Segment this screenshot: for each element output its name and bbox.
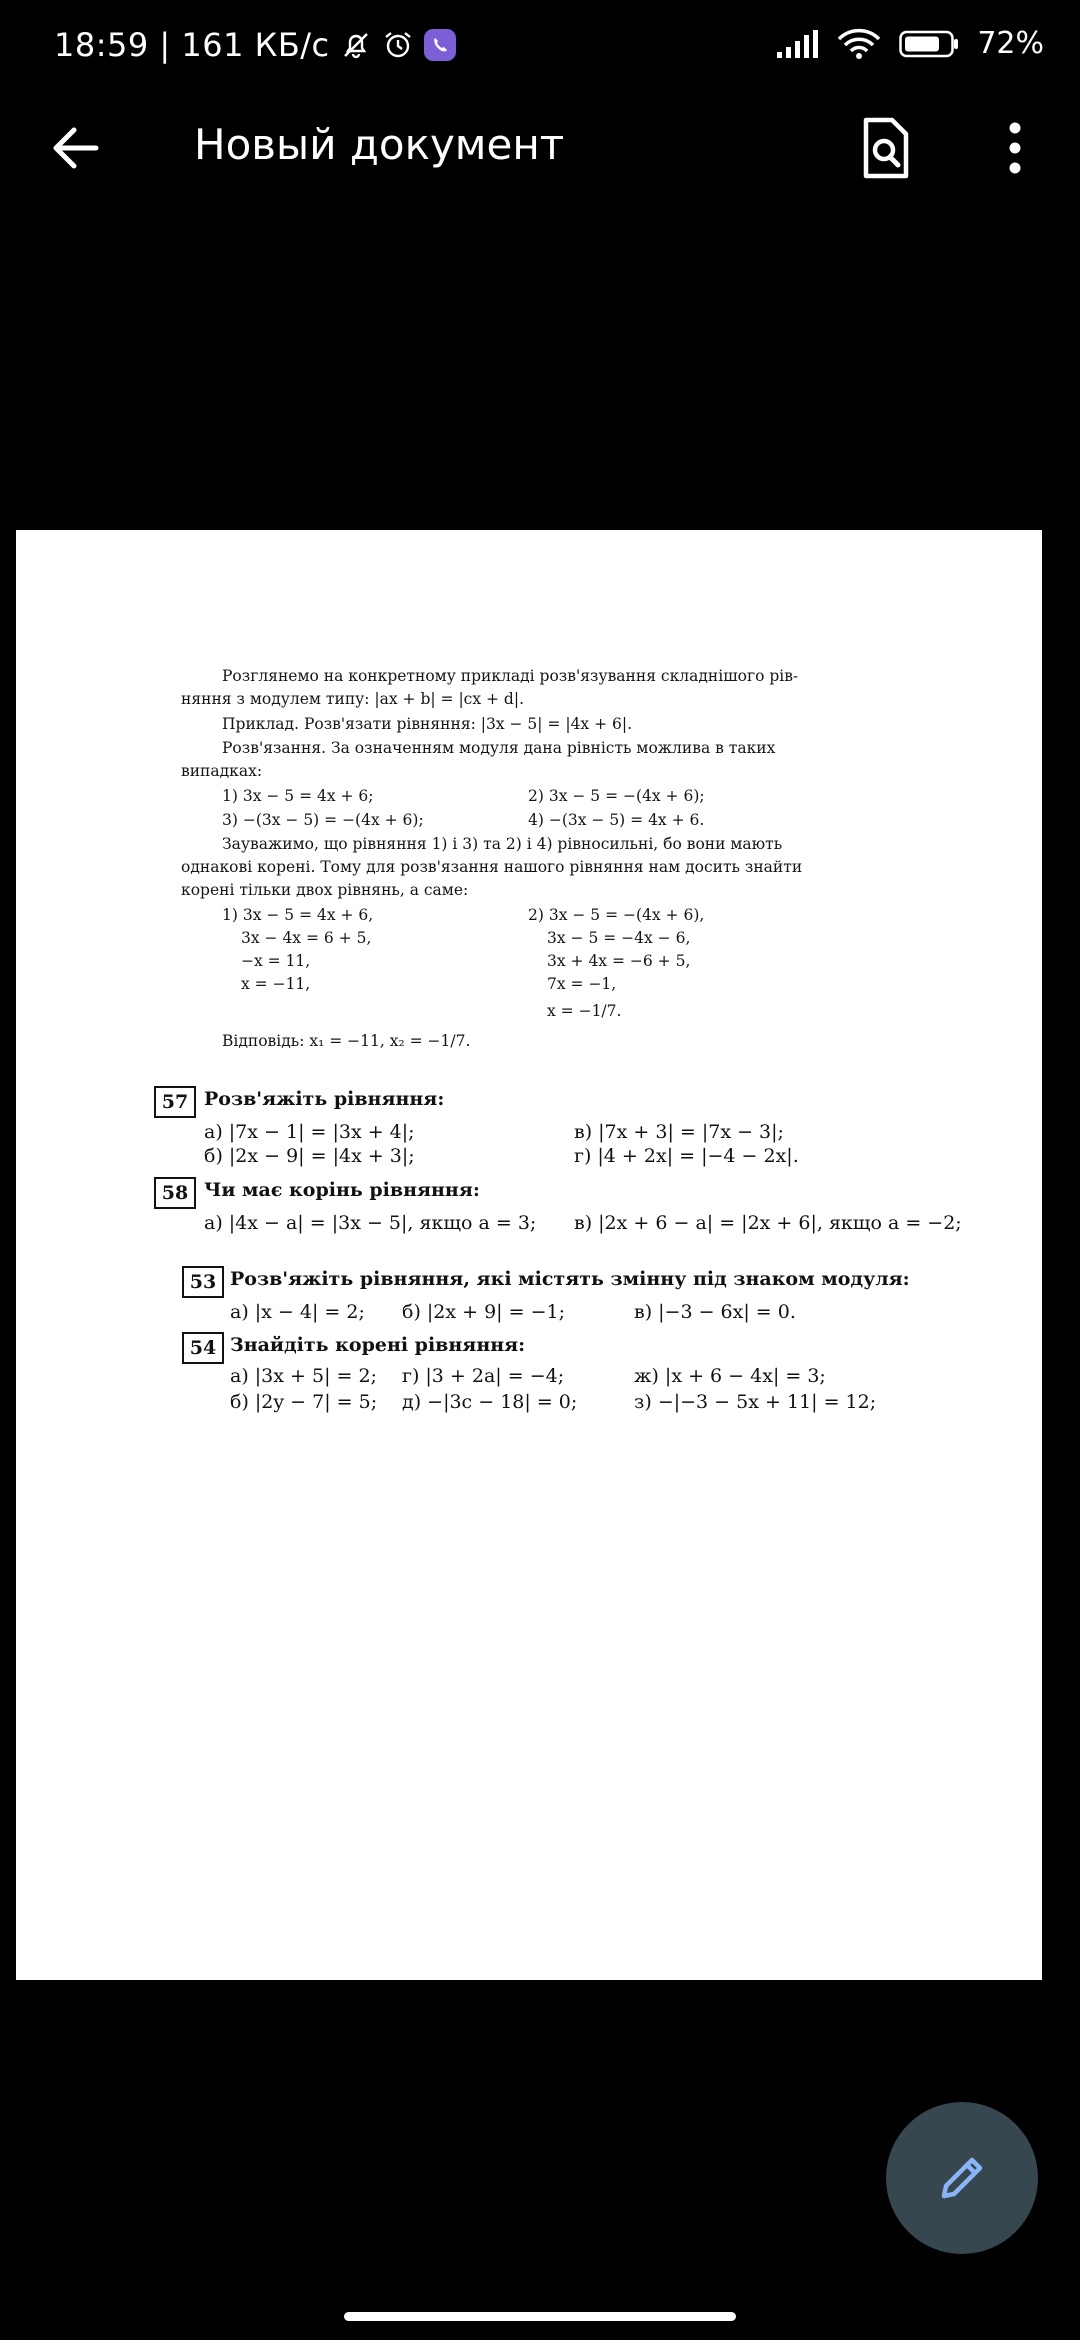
document-search-icon[interactable] xyxy=(856,116,916,180)
exercise-53-v: в) |−3 − 6x| = 0. xyxy=(634,1301,796,1323)
exercise-54-z: з) −|−3 − 5x + 11| = 12; xyxy=(634,1391,877,1413)
exercise-57-g: г) |4 + 2x| = |−4 − 2x|. xyxy=(574,1145,799,1167)
answer-line: Відповідь: x₁ = −11, x₂ = −1/7. xyxy=(222,1032,471,1050)
viber-icon xyxy=(424,29,456,61)
exercise-53-title: Розв'яжіть рівняння, які містять змінну під знаком модуля: xyxy=(230,1268,910,1290)
alarm-icon xyxy=(382,29,414,61)
signal-icon xyxy=(777,30,819,58)
exercise-57-v: в) |7x + 3| = |7x − 3|; xyxy=(574,1121,784,1143)
exercise-54-d: д) −|3c − 18| = 0; xyxy=(402,1391,578,1413)
exercise-number-54: 54 xyxy=(182,1332,224,1364)
home-indicator[interactable] xyxy=(344,2312,736,2321)
exercise-number-58: 58 xyxy=(154,1177,196,1209)
battery-icon xyxy=(899,30,959,58)
page-title: Новый документ xyxy=(194,120,565,169)
note-line-1: Зауважимо, що рівняння 1) і 3) та 2) і 4) рівносильні, бо вони мають xyxy=(222,835,783,853)
solution-line-1: Розв'язання. За означенням модуля дана рівність можлива в таких xyxy=(222,739,776,757)
right-step-4: 7x = −1, xyxy=(547,975,617,993)
right-step-5: x = −1/7. xyxy=(547,1002,622,1020)
edit-fab-button[interactable] xyxy=(886,2102,1038,2254)
document-page xyxy=(16,530,1042,1980)
right-step-3: 3x + 4x = −6 + 5, xyxy=(547,952,691,970)
wifi-icon xyxy=(837,28,881,60)
exercise-53-a: а) |x − 4| = 2; xyxy=(230,1301,365,1323)
exercise-54-b: б) |2y − 7| = 5; xyxy=(230,1391,378,1413)
intro-line-2: няння з модулем типу: |ax + b| = |cx + d|. xyxy=(181,690,525,708)
app-bar xyxy=(0,96,1080,196)
exercise-54-zh: ж) |x + 6 − 4x| = 3; xyxy=(634,1365,826,1387)
exercise-57-a: а) |7x − 1| = |3x + 4|; xyxy=(204,1121,415,1143)
more-vert-icon[interactable] xyxy=(990,116,1040,180)
case-2: 2) 3x − 5 = −(4x + 6); xyxy=(528,787,705,805)
status-left xyxy=(54,26,456,64)
example-line: Приклад. Розв'язати рівняння: |3x − 5| = |4x + 6|. xyxy=(222,715,633,733)
left-step-2: 3x − 4x = 6 + 5, xyxy=(241,929,372,947)
case-1: 1) 3x − 5 = 4x + 6; xyxy=(222,787,374,805)
exercise-58-title: Чи має корінь рівняння: xyxy=(204,1179,480,1201)
exercise-number-53: 53 xyxy=(182,1266,224,1298)
exercise-57-title: Розв'яжіть рівняння: xyxy=(204,1088,445,1110)
note-line-2: однакові корені. Тому для розв'язання нашого рівняння нам досить знайти xyxy=(181,858,803,876)
note-line-3: корені тільки двох рівнянь, а саме: xyxy=(181,881,469,899)
exercise-53-b: б) |2x + 9| = −1; xyxy=(402,1301,565,1323)
intro-line-1: Розглянемо на конкретному прикладі розв'язування складнішого рів- xyxy=(222,667,799,685)
case-4: 4) −(3x − 5) = 4x + 6. xyxy=(528,811,705,829)
exercise-number-57: 57 xyxy=(154,1086,196,1118)
battery-percent: 72% xyxy=(977,26,1044,61)
right-step-1: 2) 3x − 5 = −(4x + 6), xyxy=(528,906,705,924)
pencil-icon xyxy=(932,2148,992,2208)
right-step-2: 3x − 5 = −4x − 6, xyxy=(547,929,691,947)
left-step-1: 1) 3x − 5 = 4x + 6, xyxy=(222,906,374,924)
exercise-54-g: г) |3 + 2a| = −4; xyxy=(402,1365,565,1387)
exercise-57-b: б) |2x − 9| = |4x + 3|; xyxy=(204,1145,415,1167)
muted-bell-icon xyxy=(340,29,372,61)
back-arrow-icon[interactable] xyxy=(46,118,106,178)
solution-line-2: випадках: xyxy=(181,762,263,780)
status-bar xyxy=(0,0,1080,96)
exercise-58-v: в) |2x + 6 − a| = |2x + 6|, якщо a = −2; xyxy=(574,1212,962,1234)
exercise-58-a: а) |4x − a| = |3x − 5|, якщо a = 3; xyxy=(204,1212,537,1234)
case-3: 3) −(3x − 5) = −(4x + 6); xyxy=(222,811,424,829)
status-time-speed: 18:59 | 161 КБ/с xyxy=(54,26,330,64)
exercise-54-title: Знайдіть корені рівняння: xyxy=(230,1334,526,1356)
left-step-3: −x = 11, xyxy=(241,952,311,970)
left-step-4: x = −11, xyxy=(241,975,311,993)
exercise-54-a: а) |3x + 5| = 2; xyxy=(230,1365,377,1387)
status-right xyxy=(777,26,1044,61)
